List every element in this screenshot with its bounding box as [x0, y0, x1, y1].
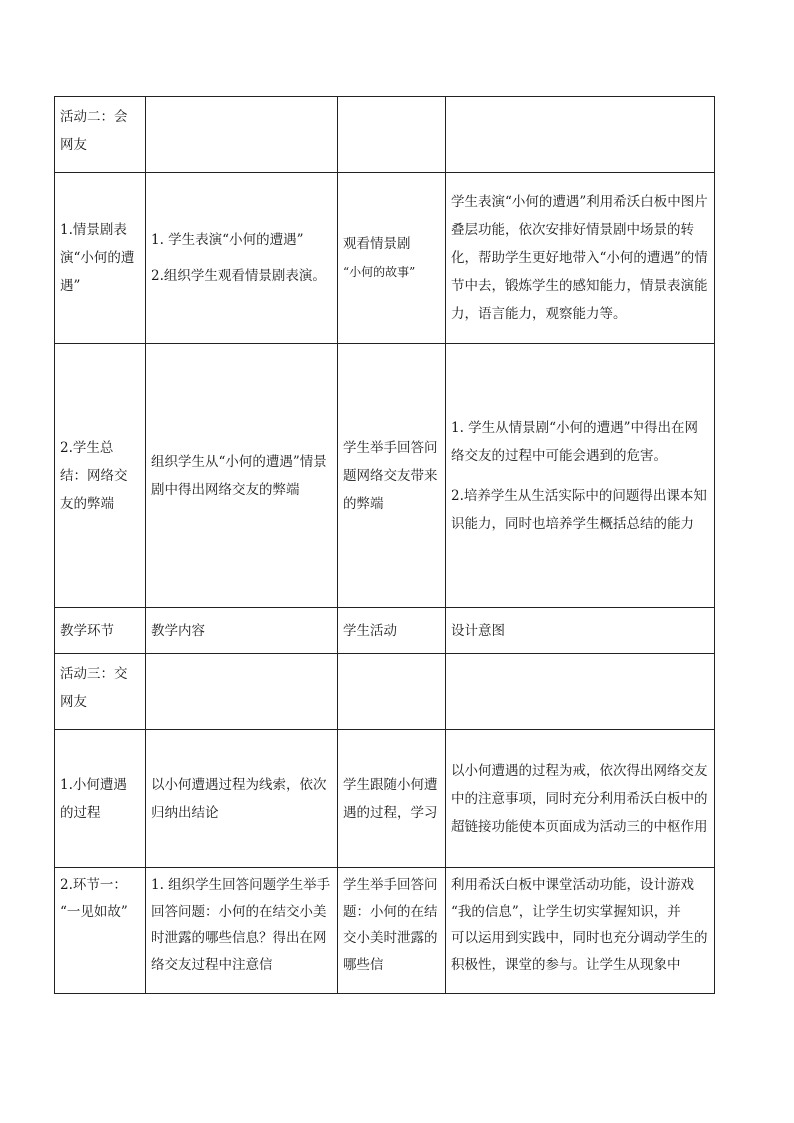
stage-subtitle: “一见如故”	[60, 903, 128, 920]
intent-cell	[446, 173, 715, 344]
activity-cell	[338, 344, 446, 608]
intent-cell	[446, 654, 715, 730]
activity-text: 观看情景剧	[343, 236, 411, 252]
intent-text: 学生表演“小何的遭遇”利用希沃白板中图片叠层功能，依次安排好情景剧中场景的转化，帮助学生更好地带入“小何的遭遇”的情节中去，锻炼学生的感知能力，情景表演能力，语言能力，观察能力等。	[451, 194, 708, 322]
activity-cell	[338, 868, 446, 994]
table-row-activity-two	[55, 97, 715, 173]
content-item-2: 2.组织学生观看情景剧表演。	[151, 268, 326, 284]
header-intent-label: 设计意图	[451, 622, 505, 639]
content-text: 组织学生从“小何的遭遇”情景剧中得出网络交友的弊端	[151, 453, 327, 498]
stage-cell	[55, 173, 146, 344]
intent-text-line-3: 可以运用到实践中，同时也充分调动学生的积极性，课堂的参与。让学生从现象中	[451, 930, 708, 973]
content-cell	[146, 173, 338, 344]
intent-item-2: 2.培养学生从生活实际中的问题得出课本知识能力，同时也培养学生概括总结的能力	[451, 487, 707, 532]
stage-cell	[55, 97, 146, 173]
activity-text: 学生跟随小何遭遇的过程，学习	[343, 776, 438, 821]
content-cell	[146, 97, 338, 173]
header-stage	[55, 608, 146, 654]
header-intent	[446, 608, 715, 654]
intent-text-line-2: “我的信息”，让学生切实掌握知识，并	[451, 903, 681, 920]
table-header-row	[55, 608, 715, 654]
stage-text: 2.环节一：	[60, 877, 127, 893]
content-cell	[146, 344, 338, 608]
stage-text: 1.小何遭遇的过程	[60, 776, 127, 821]
content-item-1: 1. 学生表演“小何的遭遇”	[151, 232, 304, 248]
stage-text: 活动三：交网友	[60, 666, 128, 710]
stage-text: 2.学生总结：网络交友的弊端	[60, 439, 128, 512]
stage-cell	[55, 730, 146, 868]
activity-text: 学生举手回答问题网络交友带来的弊端	[343, 439, 438, 512]
content-cell	[146, 868, 338, 994]
header-activity-label: 学生活动	[343, 622, 397, 639]
stage-text: 1.情景剧表演“小何的遭遇”	[60, 222, 135, 294]
header-stage-label: 教学环节	[60, 622, 114, 639]
table-row-activity-three	[55, 654, 715, 730]
intent-cell	[446, 868, 715, 994]
intent-cell	[446, 344, 715, 608]
activity-cell	[338, 730, 446, 868]
stage-cell	[55, 344, 146, 608]
lesson-plan-table	[54, 96, 715, 994]
content-cell	[146, 730, 338, 868]
intent-item-1: 1. 学生从情景剧“小何的遭遇”中得出在网络交友的过程中可能会遇到的危害。	[451, 419, 698, 464]
table-row-skit	[55, 173, 715, 344]
table-row-step-one	[55, 868, 715, 994]
header-content	[146, 608, 338, 654]
stage-text: 活动二：会网友	[60, 109, 128, 153]
header-content-label: 教学内容	[151, 622, 205, 639]
activity-cell	[338, 654, 446, 730]
content-text: 1. 组织学生回答问题学生举手回答问题：小何的在结交小美时泄露的哪些信息？得出在网络交友过程中注意信	[151, 877, 331, 973]
content-text: 以小何遭遇过程为线索，依次归纳出结论	[151, 776, 327, 821]
intent-text-line-1: 利用希沃白板中课堂活动功能，设计游戏	[451, 877, 694, 893]
activity-text-story: “小何的故事”	[343, 265, 416, 279]
intent-text: 以小何遭遇的过程为戒，依次得出网络交友中的注意事项，同时充分利用希沃白板中的超链接功能使本页面成为活动三的中枢作用	[451, 762, 708, 835]
content-cell	[146, 654, 338, 730]
activity-cell	[338, 173, 446, 344]
stage-cell	[55, 654, 146, 730]
table-row-xiaohe-process	[55, 730, 715, 868]
activity-text: 学生举手回答问题：小何的在结交小美时泄露的哪些信	[343, 877, 438, 973]
intent-cell	[446, 97, 715, 173]
header-activity	[338, 608, 446, 654]
stage-cell	[55, 868, 146, 994]
activity-cell	[338, 97, 446, 173]
table-row-summary	[55, 344, 715, 608]
intent-cell	[446, 730, 715, 868]
